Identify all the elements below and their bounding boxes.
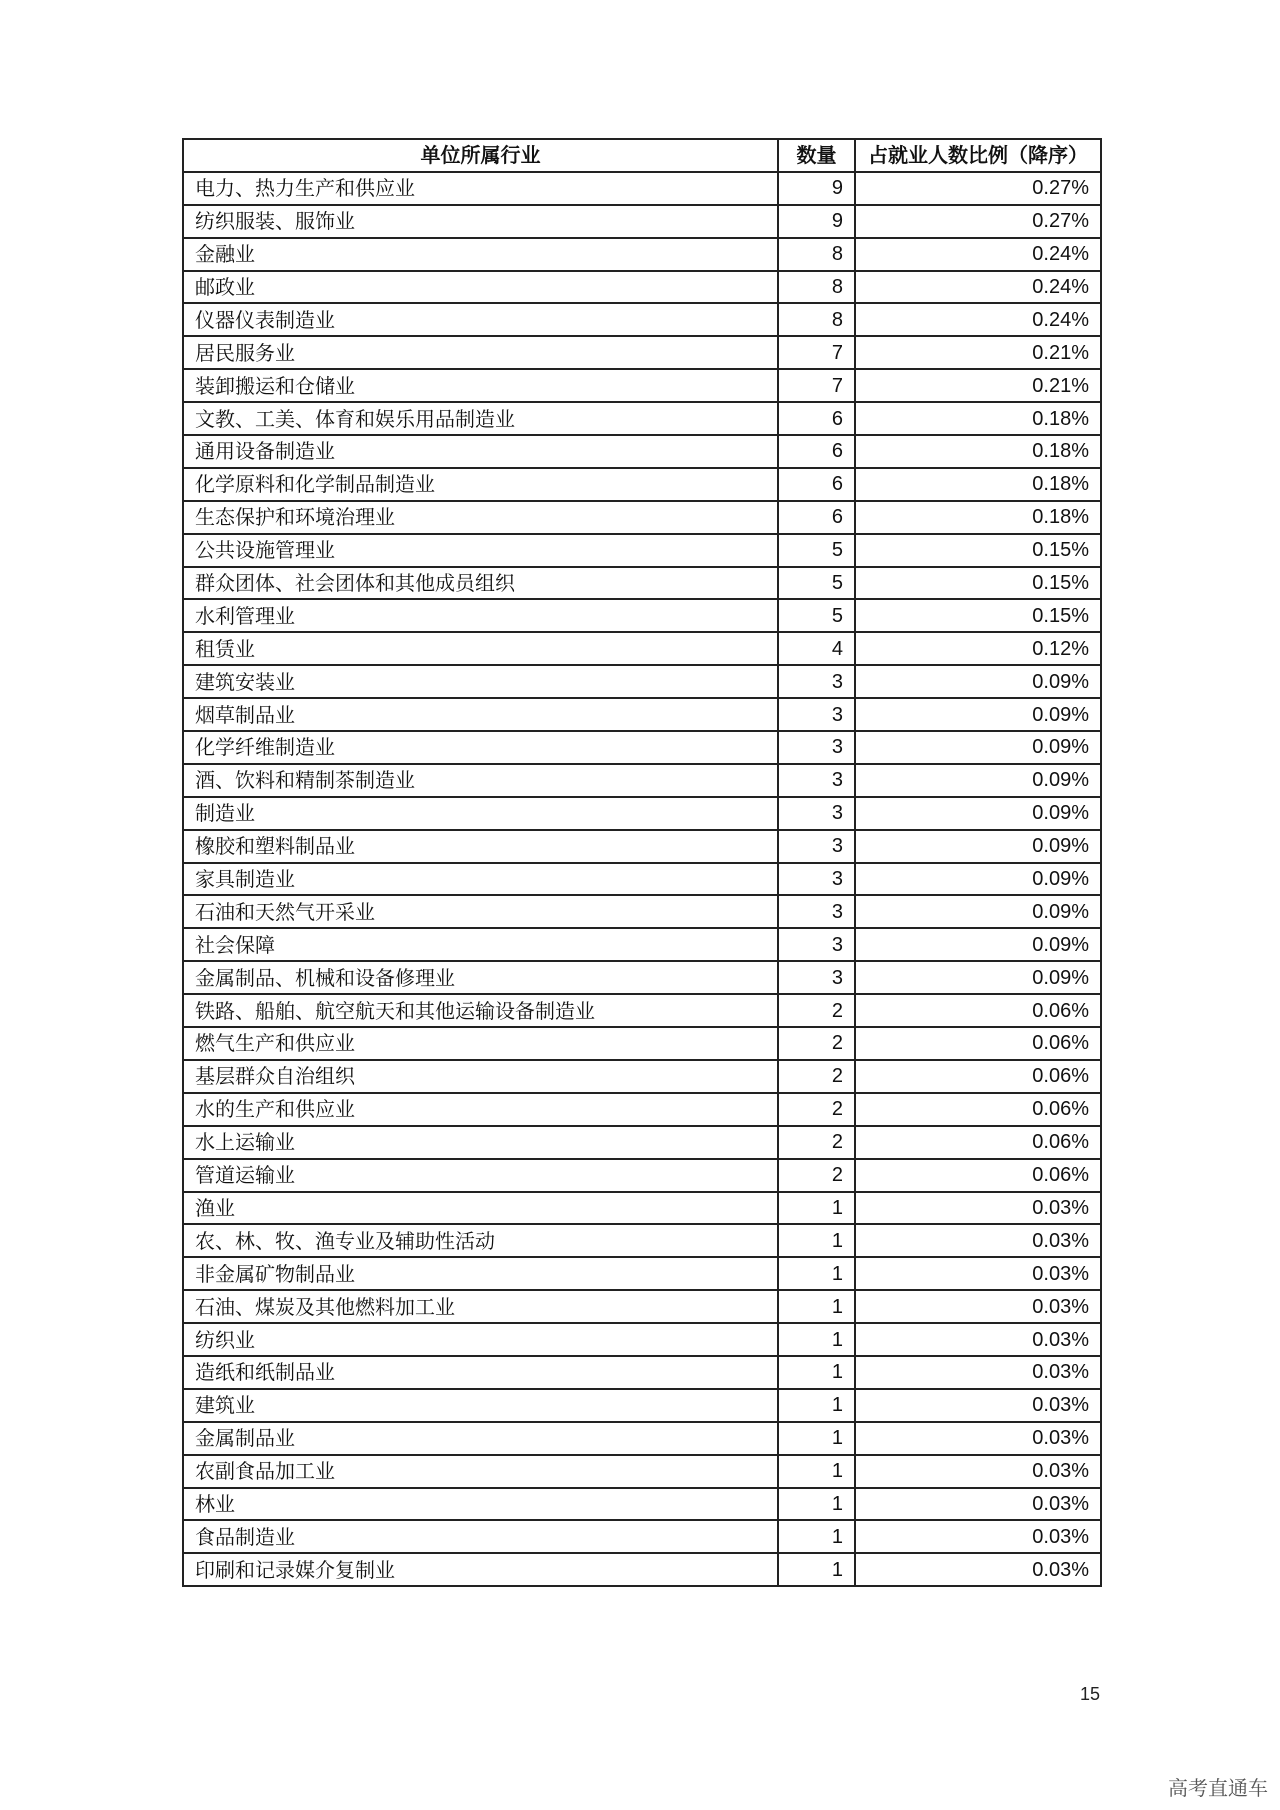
industry-cell: 居民服务业 bbox=[183, 336, 778, 369]
table-row bbox=[183, 1389, 1101, 1422]
count-cell: 1 bbox=[778, 1356, 855, 1389]
count-cell: 3 bbox=[778, 895, 855, 928]
share-cell: 0.15% bbox=[855, 567, 1101, 600]
share-cell: 0.03% bbox=[855, 1488, 1101, 1521]
count-cell: 1 bbox=[778, 1224, 855, 1257]
table-row bbox=[183, 863, 1101, 896]
industry-cell: 制造业 bbox=[183, 797, 778, 830]
count-cell: 5 bbox=[778, 534, 855, 567]
table-row bbox=[183, 172, 1101, 205]
industry-cell: 金融业 bbox=[183, 238, 778, 271]
count-cell: 8 bbox=[778, 271, 855, 304]
share-cell: 0.03% bbox=[855, 1520, 1101, 1553]
share-cell: 0.06% bbox=[855, 994, 1101, 1027]
share-cell: 0.09% bbox=[855, 698, 1101, 731]
share-cell: 0.09% bbox=[855, 895, 1101, 928]
industry-cell: 社会保障 bbox=[183, 928, 778, 961]
share-cell: 0.03% bbox=[855, 1553, 1101, 1586]
table-row bbox=[183, 1520, 1101, 1553]
share-cell: 0.09% bbox=[855, 863, 1101, 896]
industry-cell: 林业 bbox=[183, 1488, 778, 1521]
table-row bbox=[183, 1356, 1101, 1389]
table-row bbox=[183, 928, 1101, 961]
share-cell: 0.06% bbox=[855, 1126, 1101, 1159]
count-cell: 1 bbox=[778, 1488, 855, 1521]
count-cell: 3 bbox=[778, 830, 855, 863]
industry-cell: 农副食品加工业 bbox=[183, 1455, 778, 1488]
count-cell: 2 bbox=[778, 1027, 855, 1060]
count-cell: 1 bbox=[778, 1257, 855, 1290]
industry-cell: 石油、煤炭及其他燃料加工业 bbox=[183, 1290, 778, 1323]
share-cell: 0.15% bbox=[855, 599, 1101, 632]
share-cell: 0.09% bbox=[855, 928, 1101, 961]
industry-cell: 租赁业 bbox=[183, 632, 778, 665]
count-cell: 1 bbox=[778, 1192, 855, 1225]
table-row bbox=[183, 1455, 1101, 1488]
industry-cell: 邮政业 bbox=[183, 271, 778, 304]
industry-cell: 石油和天然气开采业 bbox=[183, 895, 778, 928]
table-row bbox=[183, 468, 1101, 501]
share-cell: 0.06% bbox=[855, 1093, 1101, 1126]
share-cell: 0.03% bbox=[855, 1422, 1101, 1455]
share-cell: 0.09% bbox=[855, 764, 1101, 797]
share-cell: 0.03% bbox=[855, 1224, 1101, 1257]
count-cell: 3 bbox=[778, 928, 855, 961]
table-row bbox=[183, 961, 1101, 994]
count-cell: 1 bbox=[778, 1455, 855, 1488]
industry-cell: 化学原料和化学制品制造业 bbox=[183, 468, 778, 501]
count-cell: 1 bbox=[778, 1553, 855, 1586]
industry-cell: 食品制造业 bbox=[183, 1520, 778, 1553]
industry-cell: 电力、热力生产和供应业 bbox=[183, 172, 778, 205]
share-cell: 0.12% bbox=[855, 632, 1101, 665]
table-row bbox=[183, 1257, 1101, 1290]
table-row bbox=[183, 1060, 1101, 1093]
table-row bbox=[183, 632, 1101, 665]
table-row bbox=[183, 698, 1101, 731]
share-cell: 0.24% bbox=[855, 271, 1101, 304]
share-cell: 0.03% bbox=[855, 1455, 1101, 1488]
table-row bbox=[183, 1192, 1101, 1225]
table-row bbox=[183, 402, 1101, 435]
table-row bbox=[183, 764, 1101, 797]
industry-cell: 家具制造业 bbox=[183, 863, 778, 896]
share-cell: 0.18% bbox=[855, 435, 1101, 468]
header-count: 数量 bbox=[778, 139, 855, 172]
count-cell: 3 bbox=[778, 764, 855, 797]
table-row bbox=[183, 599, 1101, 632]
count-cell: 8 bbox=[778, 303, 855, 336]
count-cell: 2 bbox=[778, 1093, 855, 1126]
table-row bbox=[183, 534, 1101, 567]
industry-cell: 铁路、船舶、航空航天和其他运输设备制造业 bbox=[183, 994, 778, 1027]
count-cell: 3 bbox=[778, 665, 855, 698]
count-cell: 7 bbox=[778, 336, 855, 369]
share-cell: 0.09% bbox=[855, 731, 1101, 764]
table-row bbox=[183, 830, 1101, 863]
share-cell: 0.03% bbox=[855, 1290, 1101, 1323]
industry-employment-table bbox=[182, 138, 1102, 1587]
table-row bbox=[183, 1488, 1101, 1521]
table-row bbox=[183, 336, 1101, 369]
table-row bbox=[183, 1093, 1101, 1126]
share-cell: 0.03% bbox=[855, 1389, 1101, 1422]
industry-cell: 印刷和记录媒介复制业 bbox=[183, 1553, 778, 1586]
header-industry: 单位所属行业 bbox=[183, 139, 778, 172]
share-cell: 0.21% bbox=[855, 369, 1101, 402]
count-cell: 5 bbox=[778, 599, 855, 632]
industry-cell: 渔业 bbox=[183, 1192, 778, 1225]
share-cell: 0.09% bbox=[855, 961, 1101, 994]
share-cell: 0.27% bbox=[855, 172, 1101, 205]
count-cell: 6 bbox=[778, 435, 855, 468]
share-cell: 0.09% bbox=[855, 830, 1101, 863]
count-cell: 1 bbox=[778, 1323, 855, 1356]
header-share: 占就业人数比例（降序） bbox=[855, 139, 1101, 172]
count-cell: 6 bbox=[778, 402, 855, 435]
count-cell: 2 bbox=[778, 994, 855, 1027]
industry-cell: 建筑安装业 bbox=[183, 665, 778, 698]
share-cell: 0.03% bbox=[855, 1323, 1101, 1356]
industry-cell: 纺织业 bbox=[183, 1323, 778, 1356]
count-cell: 1 bbox=[778, 1290, 855, 1323]
table-row bbox=[183, 665, 1101, 698]
industry-cell: 纺织服装、服饰业 bbox=[183, 205, 778, 238]
share-cell: 0.06% bbox=[855, 1060, 1101, 1093]
industry-cell: 仪器仪表制造业 bbox=[183, 303, 778, 336]
industry-cell: 群众团体、社会团体和其他成员组织 bbox=[183, 567, 778, 600]
share-cell: 0.06% bbox=[855, 1159, 1101, 1192]
count-cell: 5 bbox=[778, 567, 855, 600]
table-row bbox=[183, 1422, 1101, 1455]
count-cell: 2 bbox=[778, 1159, 855, 1192]
count-cell: 3 bbox=[778, 731, 855, 764]
table-row bbox=[183, 567, 1101, 600]
industry-cell: 装卸搬运和仓储业 bbox=[183, 369, 778, 402]
table-row bbox=[183, 1323, 1101, 1356]
table-row bbox=[183, 1553, 1101, 1586]
industry-cell: 化学纤维制造业 bbox=[183, 731, 778, 764]
count-cell: 9 bbox=[778, 172, 855, 205]
industry-cell: 公共设施管理业 bbox=[183, 534, 778, 567]
industry-cell: 烟草制品业 bbox=[183, 698, 778, 731]
table-row bbox=[183, 1290, 1101, 1323]
industry-cell: 基层群众自治组织 bbox=[183, 1060, 778, 1093]
table-row bbox=[183, 994, 1101, 1027]
share-cell: 0.24% bbox=[855, 303, 1101, 336]
industry-cell: 燃气生产和供应业 bbox=[183, 1027, 778, 1060]
count-cell: 3 bbox=[778, 698, 855, 731]
share-cell: 0.18% bbox=[855, 501, 1101, 534]
count-cell: 6 bbox=[778, 501, 855, 534]
count-cell: 7 bbox=[778, 369, 855, 402]
table-row bbox=[183, 435, 1101, 468]
table-row bbox=[183, 238, 1101, 271]
industry-cell: 橡胶和塑料制品业 bbox=[183, 830, 778, 863]
industry-cell: 水利管理业 bbox=[183, 599, 778, 632]
count-cell: 2 bbox=[778, 1060, 855, 1093]
table-row bbox=[183, 1027, 1101, 1060]
count-cell: 3 bbox=[778, 797, 855, 830]
watermark-text: 高考直通车 bbox=[1168, 1776, 1268, 1800]
industry-cell: 通用设备制造业 bbox=[183, 435, 778, 468]
industry-cell: 金属制品业 bbox=[183, 1422, 778, 1455]
share-cell: 0.24% bbox=[855, 238, 1101, 271]
count-cell: 8 bbox=[778, 238, 855, 271]
share-cell: 0.18% bbox=[855, 468, 1101, 501]
count-cell: 3 bbox=[778, 863, 855, 896]
industry-cell: 水的生产和供应业 bbox=[183, 1093, 778, 1126]
table-row bbox=[183, 895, 1101, 928]
industry-cell: 生态保护和环境治理业 bbox=[183, 501, 778, 534]
industry-cell: 管道运输业 bbox=[183, 1159, 778, 1192]
table-body bbox=[183, 172, 1101, 1586]
table-row bbox=[183, 271, 1101, 304]
share-cell: 0.03% bbox=[855, 1356, 1101, 1389]
industry-cell: 水上运输业 bbox=[183, 1126, 778, 1159]
share-cell: 0.15% bbox=[855, 534, 1101, 567]
table-row bbox=[183, 1224, 1101, 1257]
table-row bbox=[183, 303, 1101, 336]
count-cell: 6 bbox=[778, 468, 855, 501]
share-cell: 0.27% bbox=[855, 205, 1101, 238]
table-row bbox=[183, 797, 1101, 830]
share-cell: 0.21% bbox=[855, 336, 1101, 369]
share-cell: 0.03% bbox=[855, 1192, 1101, 1225]
industry-cell: 农、林、牧、渔专业及辅助性活动 bbox=[183, 1224, 778, 1257]
table-row bbox=[183, 205, 1101, 238]
count-cell: 1 bbox=[778, 1389, 855, 1422]
table-header-row bbox=[183, 139, 1101, 172]
table-row bbox=[183, 369, 1101, 402]
table-row bbox=[183, 501, 1101, 534]
industry-cell: 造纸和纸制品业 bbox=[183, 1356, 778, 1389]
count-cell: 2 bbox=[778, 1126, 855, 1159]
share-cell: 0.03% bbox=[855, 1257, 1101, 1290]
table-row bbox=[183, 1126, 1101, 1159]
table-row bbox=[183, 1159, 1101, 1192]
table-row bbox=[183, 731, 1101, 764]
page-number: 15 bbox=[1079, 1684, 1100, 1704]
industry-cell: 酒、饮料和精制茶制造业 bbox=[183, 764, 778, 797]
industry-cell: 非金属矿物制品业 bbox=[183, 1257, 778, 1290]
count-cell: 3 bbox=[778, 961, 855, 994]
industry-cell: 金属制品、机械和设备修理业 bbox=[183, 961, 778, 994]
share-cell: 0.09% bbox=[855, 665, 1101, 698]
count-cell: 1 bbox=[778, 1422, 855, 1455]
industry-table-container bbox=[182, 138, 1100, 1587]
share-cell: 0.09% bbox=[855, 797, 1101, 830]
industry-cell: 建筑业 bbox=[183, 1389, 778, 1422]
count-cell: 9 bbox=[778, 205, 855, 238]
share-cell: 0.06% bbox=[855, 1027, 1101, 1060]
share-cell: 0.18% bbox=[855, 402, 1101, 435]
industry-cell: 文教、工美、体育和娱乐用品制造业 bbox=[183, 402, 778, 435]
count-cell: 1 bbox=[778, 1520, 855, 1553]
count-cell: 4 bbox=[778, 632, 855, 665]
